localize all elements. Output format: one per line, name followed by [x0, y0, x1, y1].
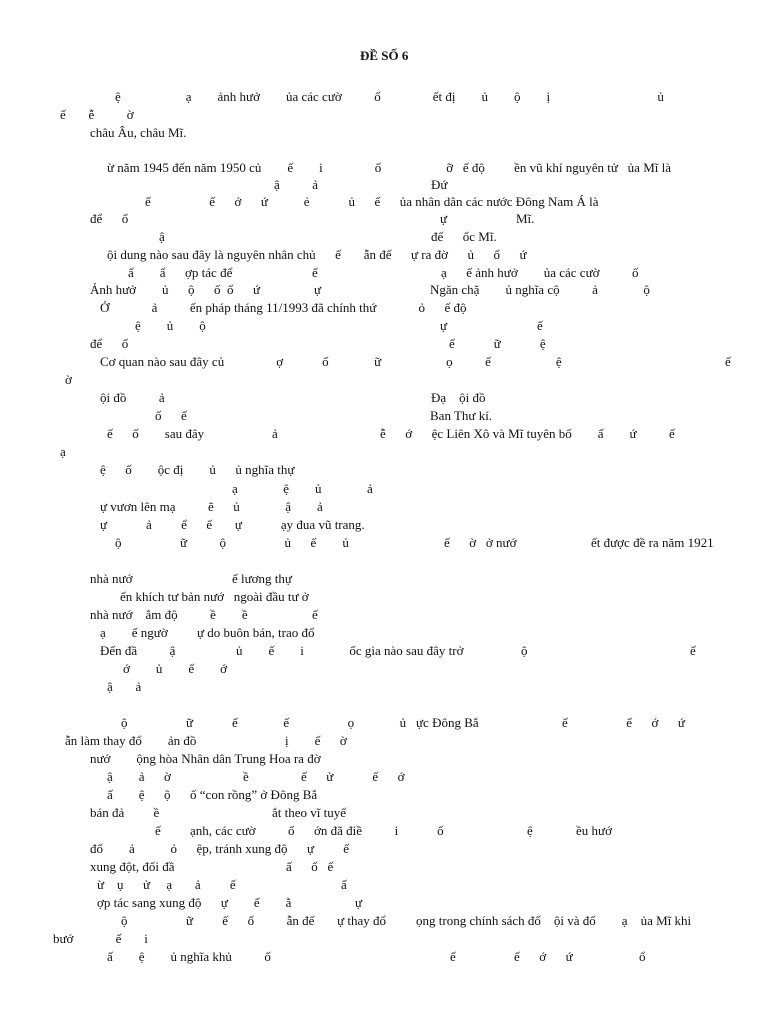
text-line: Ở ả ến pháp tháng 11/1993 đã chính thứ ỏ ế độ: [100, 300, 467, 315]
text-line: đế ốc Mĩ.: [431, 229, 497, 244]
text-line: Cơ quan nào sau đây củ ợ ố ữ ọ ế ệ: [100, 354, 562, 369]
text-line: ế ạnh, các cườ ố ớn đã điề i ố: [155, 823, 444, 838]
text-line: để ố: [90, 211, 129, 226]
text-line: ắt theo vĩ tuyế: [272, 805, 347, 820]
text-line: ệ ạ ảnh hưở ủa các cườ ố ết đị ủ ộ ị ủ: [115, 89, 664, 104]
text-line: ố ế: [155, 408, 187, 423]
text-line: ị ế ờ: [285, 733, 347, 748]
text-line: ạ ế ngườ ự do buôn bán, trao đổ: [100, 625, 315, 640]
text-line: ẩ ẩ ợp tác để: [128, 265, 233, 280]
text-line: ấ ố ế: [286, 859, 334, 874]
text-line: Ngăn chặ ủ nghĩa cộ ả ộ: [430, 282, 650, 297]
page-title: ĐỀ SỐ 6: [360, 48, 409, 63]
text-line: ậ ả: [274, 177, 319, 192]
text-line: ấ: [341, 877, 347, 892]
text-line: nhà nướ ắm độ ề ề: [90, 607, 248, 622]
text-line: ế: [450, 949, 456, 964]
text-line: ậ ả ờ: [107, 769, 171, 784]
text-line: ộ ữ ộ ủ ế ủ: [115, 535, 349, 550]
text-line: Đến đầ ậ: [100, 643, 176, 658]
text-line: ế: [725, 354, 731, 369]
text-line: đố ả ỏ ệp, tránh xung độ ự ế: [90, 841, 350, 856]
text-line: ủ ế i ốc gia nào sau đây trở: [236, 643, 464, 658]
text-line: Mĩ.: [516, 211, 535, 226]
text-line: Ảnh hưở ủ ộ ố ổ ứ: [90, 282, 261, 297]
text-line: ự: [440, 211, 448, 226]
text-line: ộ ữ ế ố ẫn đế ự thay đổ: [121, 913, 387, 928]
text-line: ấ ệ ủ nghĩa khủ ố: [107, 949, 271, 964]
text-line: nướ ộng hòa Nhân dân Trung Hoa ra đờ: [90, 751, 321, 766]
text-line: ết được đề ra năm 1921: [591, 535, 714, 550]
text-line: nhà nướ: [90, 571, 133, 586]
text-line: ế: [312, 607, 318, 622]
text-line: ề: [243, 769, 249, 784]
text-line: ả: [272, 426, 278, 441]
text-line: ế ữ ệ: [449, 336, 546, 351]
text-line: ộ: [521, 643, 528, 658]
text-line: ệ: [527, 823, 533, 838]
text-line: ạ ệ ủ ả: [232, 481, 373, 496]
text-line: ự: [355, 895, 363, 910]
text-line: ế ế ớ ứ ẻ ủ ế ủa nhân dân các nước Đông Nam Á là: [145, 194, 599, 209]
text-line: ự ả ể ế ự ạy đua vũ trang.: [100, 517, 365, 532]
text-line: ế: [312, 265, 318, 280]
text-line: ế ễ ờ: [60, 107, 134, 122]
text-line: châu Âu, châu Mĩ.: [90, 125, 187, 140]
text-line: để ố: [90, 336, 129, 351]
text-line: bướ ế i: [53, 931, 148, 946]
text-line: ế: [690, 643, 696, 658]
text-line: ợp tác sang xung độ ự ế ằ: [97, 895, 292, 910]
text-line: ế: [537, 318, 543, 333]
text-line: Đạ ội đồ: [431, 390, 486, 405]
text-line: bán đả ề: [90, 805, 160, 820]
text-line: ực Đông Bắ: [416, 715, 479, 730]
text-line: ạ: [60, 444, 66, 459]
text-line: ế ờ ở nướ: [444, 535, 517, 550]
text-line: ậ ả: [107, 679, 142, 694]
text-line: ộ ữ ế ế ọ ủ: [121, 715, 407, 730]
text-line: ệ ủ ộ: [135, 318, 206, 333]
text-line: Đứ: [431, 177, 448, 192]
text-line: ự: [314, 282, 322, 297]
text-line: ệ ố ộc đị ủ ủ nghĩa thự: [100, 462, 295, 477]
text-line: ế lương thự: [232, 571, 292, 586]
text-line: ự vươn lên mạ ẽ ủ ậ ả: [100, 499, 323, 514]
text-line: ừ ụ ử ạ ả ế: [97, 877, 236, 892]
text-line: ội dung nào sau đây là nguyên nhân chủ ế ẫn đế ự ra đờ ủ ổ ứ: [107, 247, 527, 262]
text-line: ừ năm 1945 đến năm 1950 củ ế i ố ỡ ế độ ền vũ khí nguyên tử ủa Mĩ là: [107, 160, 672, 175]
text-line: ạ ế ảnh hưở ủa các cườ ố: [441, 265, 639, 280]
text-line: ự: [440, 318, 448, 333]
text-line: ế ớ ứ: [514, 949, 573, 964]
text-line: xung đột, đối đầ: [90, 859, 175, 874]
text-line: ấ ệ ộ ố “con rồng” ở Đông Bắ: [107, 787, 318, 802]
text-line: ễ ớ ệc Liên Xô và Mĩ tuyên bố ấ ứ ế: [380, 426, 675, 441]
text-line: ến khích tư bản nướ ngoài đầu tư ở: [120, 589, 309, 604]
text-line: ẫn làm thay đổ ản đồ: [65, 733, 197, 748]
text-line: ậ: [159, 229, 165, 244]
text-line: ế ử ế ớ: [301, 769, 405, 784]
text-line: ều hướ: [576, 823, 612, 838]
text-line: ọng trong chính sách đố ội và đố ạ ủa Mĩ khi: [416, 913, 692, 928]
text-line: Ban Thư kí.: [430, 408, 493, 423]
text-line: ội đồ ả: [100, 390, 165, 405]
text-line: ờ: [65, 372, 72, 387]
text-line: ế ố sau đây: [107, 426, 205, 441]
text-line: ổ: [639, 949, 646, 964]
text-line: ế ế ớ ứ: [562, 715, 685, 730]
text-line: ớ ủ ế ớ: [123, 661, 228, 676]
